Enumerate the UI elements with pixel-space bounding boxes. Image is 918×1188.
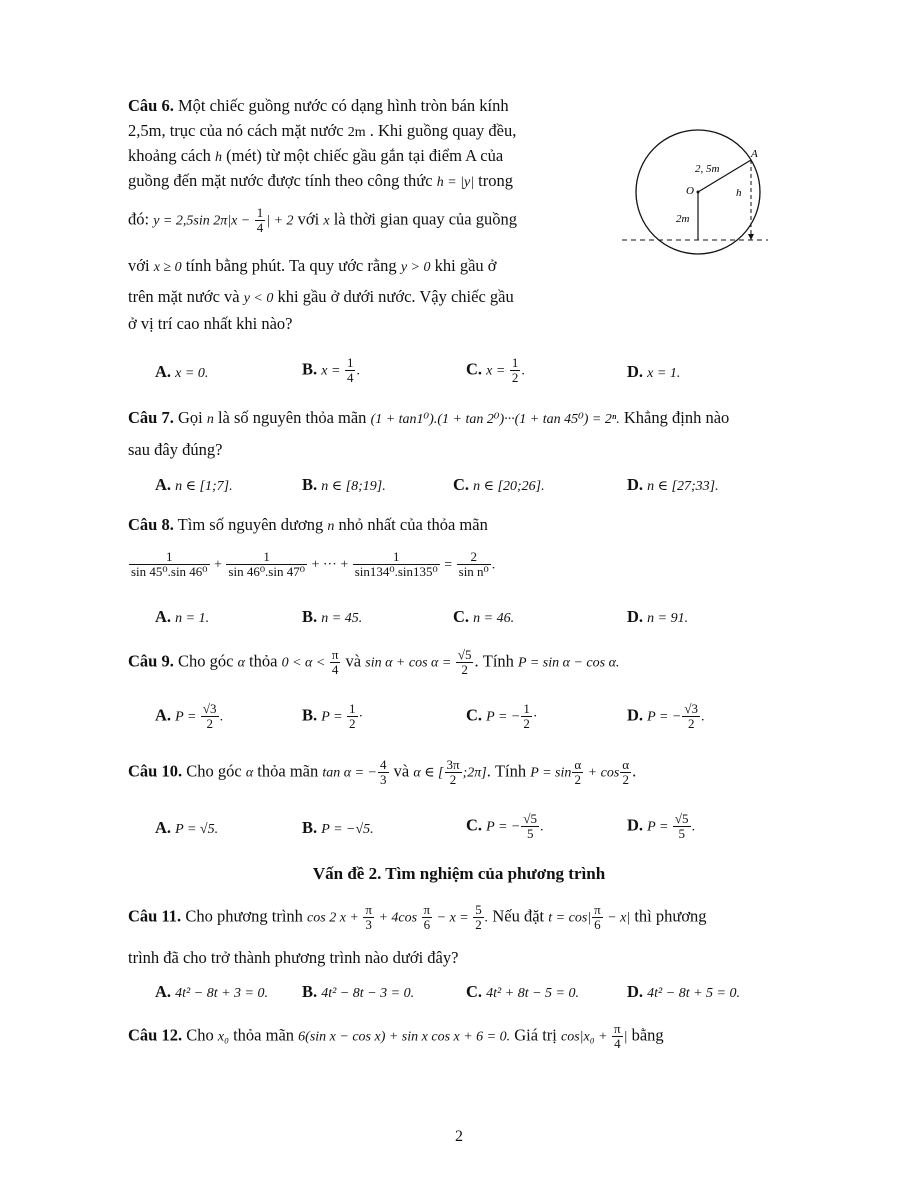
option-b[interactable]: B. x = $\frac{1}{4}$ . [302, 355, 360, 385]
q7-options [155, 475, 775, 501]
q9-line1: Câu 9. Cho góc α thỏa 0 < α < $\frac{\pi}{4}$ và sin α + cos α = $\frac{√5}{2}$ . Tính P = sin α − cos α. [128, 647, 620, 677]
arrow-head [748, 234, 754, 240]
q6-options [155, 355, 775, 388]
option-d[interactable]: D. P = $\frac{√5}{5}$ . [627, 811, 696, 841]
q9-options [155, 701, 775, 731]
option-b[interactable]: B. n = 45. [302, 607, 363, 626]
q10-options [155, 811, 775, 841]
q6-line5: đó: y = 2,5sin 2π|x − $\frac{1}{4}$ | + 2 với x là thời gian quay của guồng [128, 205, 518, 235]
option-c[interactable]: C. 4t² + 8t − 5 = 0. [466, 982, 579, 1001]
q8-equation: $\frac{1}{\text{sin 45⁰.sin 46⁰}}$ + $\frac{1}{\text{sin 46⁰.sin 47⁰}}$ + ··· + $\frac{1}{\text{sin134⁰.sin135⁰}}$ = $\frac{2}{\text{sin n⁰}}$ . [131, 549, 496, 579]
q6-line2: 2,5m, trục của nó cách mặt nước 2m . Khi guồng quay đều, [128, 121, 517, 140]
radius-label: 2, 5m [695, 163, 720, 175]
q6-line6: với x ≥ 0 tính bằng phút. Ta quy ước rằng y > 0 khi gầu ở [128, 256, 497, 275]
option-c[interactable]: C. x = $\frac{1}{2}$ . [466, 355, 525, 385]
option-a[interactable]: A. n = 1. [155, 607, 210, 626]
q11-line2: trình đã cho trở thành phương trình nào dưới đây? [128, 948, 459, 967]
h-label: h [736, 187, 742, 199]
q7-line2: sau đây đúng? [128, 440, 223, 459]
point-a-label: A [751, 148, 758, 160]
option-a[interactable]: A. 4t² − 8t + 3 = 0. [155, 982, 268, 1001]
q7-line1: Câu 7. Gọi n là số nguyên thỏa mãn (1 + tan1⁰).(1 + tan 2⁰)···(1 + tan 45⁰) = 2ⁿ. Khẳng định nào [128, 408, 730, 427]
center-point [697, 191, 700, 194]
option-d[interactable]: D. P = − $\frac{√3}{2}$ . [627, 701, 705, 731]
q8-line1: Câu 8. Tìm số nguyên dương n nhỏ nhất của thỏa mãn [128, 515, 488, 534]
section-title: Vấn đề 2. Tìm nghiệm của phương trình [312, 864, 606, 883]
distance-label: 2m [676, 213, 690, 225]
water-wheel-figure [620, 128, 770, 268]
q6-line1: Câu 6. Một chiếc guồng nước có dạng hình tròn bán kính [128, 96, 509, 115]
q11-options [155, 982, 775, 1008]
option-a[interactable]: A. x = 0. [155, 362, 209, 381]
option-c[interactable]: C. n ∈ [20;26]. [453, 475, 545, 494]
option-b[interactable]: B. P = $\frac{1}{2}$ · [302, 701, 364, 731]
q10-line1: Câu 10. Cho góc α thỏa mãn tan α = − $\frac{4}{3}$ và α ∈ [ $\frac{3\pi}{2}$ ;2π]. Tính P = sin $\frac{\alpha}{2}$ + cos $\frac{\alpha}{2}$ . [128, 757, 637, 787]
option-b[interactable]: B. P = −√5. [302, 818, 374, 837]
option-c[interactable]: C. P = − $\frac{√5}{5}$ . [466, 811, 544, 841]
center-label: O [686, 185, 694, 197]
q8-options [155, 607, 775, 633]
q6-line7: trên mặt nước và y < 0 khi gầu ở dưới nước. Vậy chiếc gầu [128, 287, 514, 306]
option-c[interactable]: C. P = − $\frac{1}{2}$ · [466, 701, 538, 731]
page-number: 2 [455, 1128, 463, 1145]
option-a[interactable]: A. n ∈ [1;7]. [155, 475, 233, 494]
option-c[interactable]: C. n = 46. [453, 607, 515, 626]
q6-line3: khoảng cách h (mét) từ một chiếc gầu gắn tại điểm A của [128, 146, 504, 165]
option-d[interactable]: D. 4t² − 8t + 5 = 0. [627, 982, 740, 1001]
option-d[interactable]: D. n ∈ [27;33]. [627, 475, 719, 494]
q6-line8: ở vị trí cao nhất khi nào? [128, 314, 293, 333]
option-b[interactable]: B. n ∈ [8;19]. [302, 475, 386, 494]
fraction: $\frac{1}{4}$ [256, 205, 264, 235]
q6-line4: guồng đến mặt nước được tính theo công thức h = |y| trong [128, 171, 514, 190]
option-a[interactable]: A. P = $\frac{√3}{2}$ . [155, 701, 224, 731]
q11-line1: Câu 11. Cho phương trình cos 2 x + $\frac{\pi}{3}$ + 4cos $\frac{\pi}{6}$ − x = $\frac{5}{2}$ . Nếu đặt t = cos| $\frac{\pi}{6}$ − x| thì phương [128, 902, 707, 932]
q12-line1: Câu 12. Cho x₀ thỏa mãn 6(sin x − cos x) + sin x cos x + 6 = 0. Giá trị cos|x₀ + $\frac{\pi}{4}$ | bằng [128, 1021, 664, 1051]
option-d[interactable]: D. n = 91. [627, 607, 689, 626]
option-a[interactable]: A. P = √5. [155, 818, 219, 837]
option-b[interactable]: B. 4t² − 8t − 3 = 0. [302, 982, 415, 1001]
option-d[interactable]: D. x = 1. [627, 362, 681, 381]
